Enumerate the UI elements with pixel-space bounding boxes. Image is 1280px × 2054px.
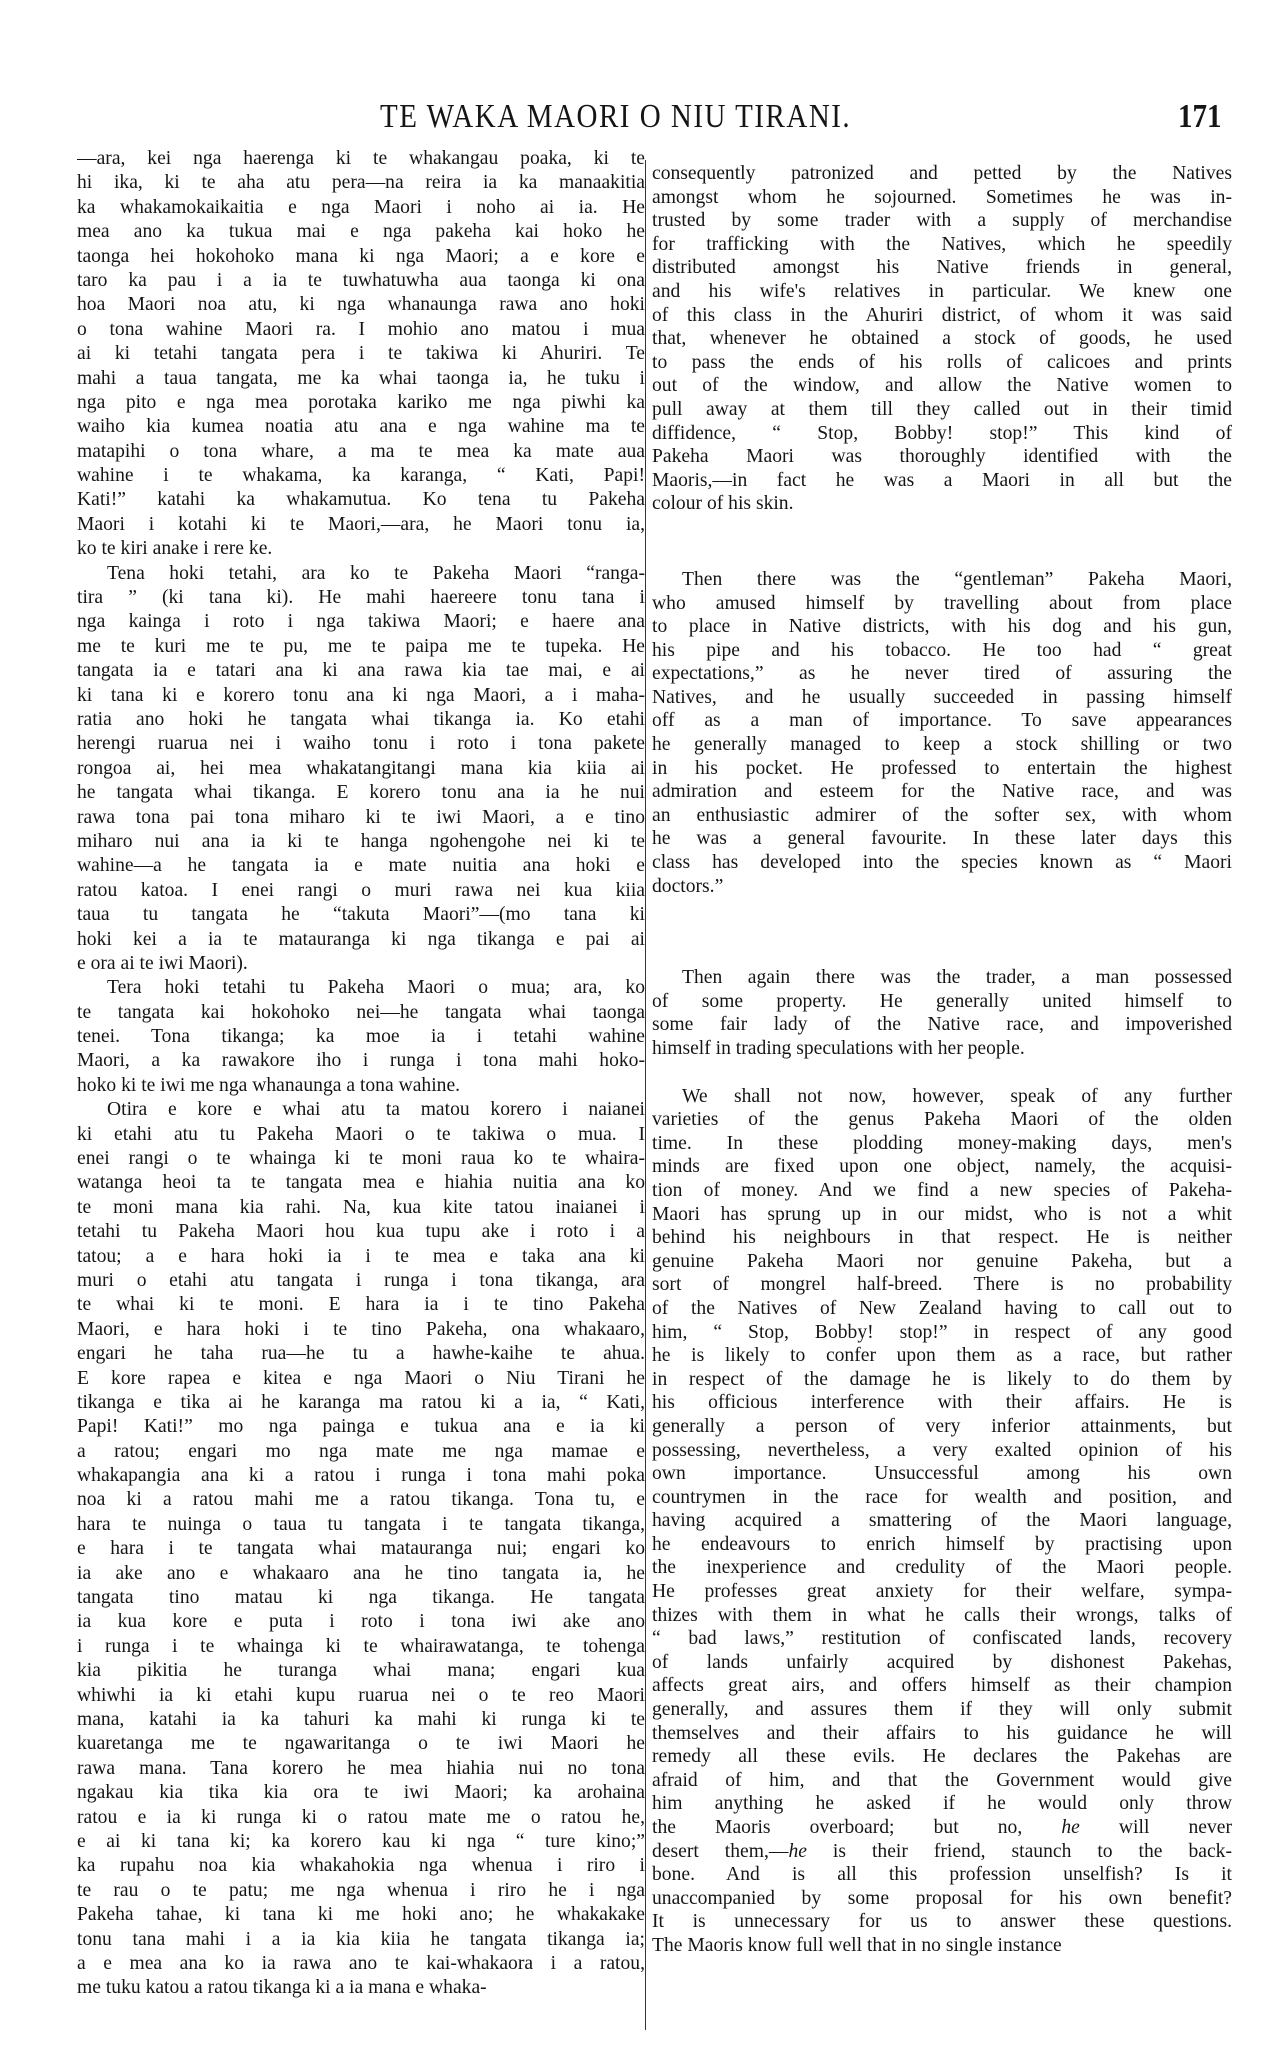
english-text-column — [652, 162, 1232, 1958]
text-line: an enthusiastic admirer of the softer sex, with whom — [652, 804, 1232, 826]
text-line: he is likely to confer upon them as a race, but rather — [652, 1345, 1232, 1367]
text-line: behind his neighbours in that respect. He is neither — [652, 1227, 1232, 1249]
paragraph — [77, 976, 645, 1098]
text-line: pull away at them till they called out in their timid — [652, 398, 1232, 420]
text-line: to pass the ends of his rolls of calicoes and prints — [652, 351, 1232, 373]
text-line: affects great airs, and offers himself as their champion — [652, 1675, 1232, 1697]
text-line: to place in Native districts, with his dog and his gun, — [652, 616, 1232, 638]
text-line: ki etahi atu tu Pakeha Maori o te takiwa o mua. I — [77, 1123, 645, 1145]
text-line: generally a person of very inferior attainments, but — [652, 1415, 1232, 1437]
page-number: 171 — [1178, 98, 1222, 135]
text-line: mea ano ka tukua mai e nga pakeha kai hoko he — [77, 221, 645, 243]
text-line: out of the window, and allow the Native women to — [652, 375, 1232, 397]
text-line: rongoa ai, hei mea whakatangitangi mana kia kiia ai — [77, 757, 645, 779]
paragraph — [652, 162, 1232, 516]
text-line: ratou katoa. I enei rangi o muri rawa nei kua kiia — [77, 879, 645, 901]
text-line: Maori, e hara hoki i te tino Pakeha, ona whakaaro, — [77, 1318, 645, 1340]
text-line: matapihi o tona whare, a ma te mea ka mate aua — [77, 440, 645, 462]
text-line: wahine i te whakama, ka karanga, “ Kati, Papi! — [77, 465, 645, 487]
text-line: he generally managed to keep a stock shilling or two — [652, 734, 1232, 756]
text-line: him anything he asked if he would only throw — [652, 1793, 1232, 1815]
text-line: ko te kiri anake i rere ke. — [77, 538, 273, 560]
text-line: remedy all these evils. He declares the Pakehas are — [652, 1746, 1232, 1768]
text-line: tikanga e tika ai he karanga ma ratou ki a ia, “ Kati, — [77, 1391, 645, 1413]
paragraph — [77, 1098, 645, 2000]
text-line: tatou; a e hara hoki ia i te mea e taka ana ki — [77, 1245, 645, 1267]
text-line: e hara i te tangata whai matauranga nui; engari ko — [77, 1538, 645, 1560]
text-line: kia pikitia he turanga whai mana; engari kua — [77, 1660, 645, 1682]
paragraph — [652, 568, 1232, 898]
text-line: “ bad laws,” restitution of confiscated lands, recovery — [652, 1628, 1232, 1650]
text-line: tenei. Tona tikanga; ka moe ia i tetahi wahine — [77, 1026, 645, 1048]
text-line: enei rangi o te whainga ki te moni raua ko te whaira- — [77, 1148, 645, 1170]
text-line: kuaretanga me te ngawaritanga o te iwi Maori he — [77, 1733, 645, 1755]
text-line: the inexperience and credulity of the Maori people. — [652, 1557, 1232, 1579]
text-line: countrymen in the race for wealth and position, and — [652, 1486, 1232, 1508]
text-line: e ora ai te iwi Maori). — [77, 952, 248, 974]
text-line: doctors.” — [652, 875, 724, 897]
text-line: genuine Pakeha Maori nor genuine Pakeha, but a — [652, 1250, 1232, 1272]
text-line: Maori, a ka rawakore iho i runga i tona mahi hoko- — [77, 1050, 645, 1072]
paragraph — [77, 147, 645, 562]
masthead — [0, 98, 1280, 138]
paragraph — [652, 966, 1232, 1060]
text-line: Maori has sprung up in our midst, who is not a whit — [652, 1203, 1232, 1225]
text-line: We shall not now, however, speak of any further — [682, 1085, 1232, 1107]
text-line: hoki kei a ia te matauranga ki nga tikanga e pai ai — [77, 928, 645, 950]
text-line: minds are fixed upon one object, namely, the acquisi- — [652, 1156, 1232, 1178]
text-line: hara te nuinga o taua tu tangata i te tangata tikanga, — [77, 1513, 645, 1535]
text-line: engari he taha rua—he tu a hawhe-kaihe te ahua. — [77, 1343, 645, 1365]
text-line: the Maoris overboard; but no, he will never — [652, 1817, 1232, 1838]
text-line: Then there was the “gentleman” Pakeha Maori, — [682, 568, 1232, 590]
text-line: amongst whom he sojourned. Sometimes he was in- — [652, 186, 1232, 208]
text-line: Tera hoki tetahi tu Pakeha Maori o mua; ara, ko — [107, 977, 645, 999]
text-line: Maoris,—in fact he was a Maori in all but the — [652, 469, 1232, 491]
text-line: Tena hoki tetahi, ara ko te Pakeha Maori “ranga- — [107, 562, 645, 584]
text-line: te tangata kai hokohoko nei—he tangata whai taonga — [77, 1001, 645, 1023]
publication-title: TE WAKA MAORI O NIU TIRANI. — [380, 98, 852, 135]
text-line: ka rupahu noa kia whakahokia nga whenua i riro i — [77, 1855, 645, 1877]
text-line: hi ika, ki te aha atu pera—na reira ia ka manaakitia — [77, 172, 645, 194]
text-line: hoa Maori noa atu, ki nga whanaunga rawa ano hoki — [77, 294, 645, 316]
column-divider — [645, 160, 646, 2030]
text-line: Papi! Kati!” mo nga painga e tukua ana e ia ki — [77, 1416, 645, 1438]
text-line: colour of his skin. — [652, 493, 794, 515]
text-line: generally, and assures them if they will only submit — [652, 1699, 1232, 1721]
text-line: afraid of him, and that the Government would give — [652, 1769, 1232, 1791]
text-line: in respect of the damage he is likely to do them by — [652, 1368, 1232, 1390]
text-line: The Maoris know full well that in no single instance — [652, 1934, 1062, 1956]
text-line: diffidence, “ Stop, Bobby! stop!” This kind of — [652, 422, 1232, 444]
text-line: te rau o te patu; me nga whenua i riro he i nga — [77, 1879, 645, 1901]
text-line: rawa mana. Tana korero he mea hiahia nui no tona — [77, 1757, 645, 1779]
text-line: mahi a taua tangata, me ka whai taonga ia, he tuku i — [77, 367, 645, 389]
text-line: in his pocket. He professed to entertain the highest — [652, 757, 1232, 779]
paragraph — [652, 1085, 1232, 1958]
text-line: hoko ki te iwi me nga whanaunga a tona wahine. — [77, 1074, 461, 1096]
text-line: Pakeha Maori was thoroughly identified with the — [652, 446, 1232, 468]
text-line: Kati!” katahi ka whakamutua. Ko tena tu Pakeha — [77, 489, 645, 511]
text-line: him, “ Stop, Bobby! stop!” in respect of any good — [652, 1321, 1232, 1343]
text-line: taro ka pau i a ia te tuwhatuwha aua taonga ki ona — [77, 269, 645, 291]
text-line: thizes with them in what he calls their wrongs, talks of — [652, 1604, 1232, 1626]
text-line: a e mea ana ko ia rawa ano te kai-whakaora i a ratou, — [77, 1952, 645, 1974]
text-line: off as a man of importance. To save appearances — [652, 710, 1232, 732]
text-line: ka whakamokaikaitia e nga Maori i noho ai ia. He — [77, 196, 645, 218]
text-line: for trafficking with the Natives, which he speedily — [652, 233, 1232, 255]
text-line: of this class in the Ahuriri district, of whom it was said — [652, 304, 1232, 326]
text-line: o tona wahine Maori ra. I mohio ano matou i mua — [77, 318, 645, 340]
text-line: that, whenever he obtained a stock of goods, he used — [652, 328, 1232, 350]
text-line: a ratou; engari mo nga mate me nga mamae e — [77, 1440, 645, 1462]
text-line: tion of money. And we find a new species of Pakeha- — [652, 1179, 1232, 1201]
text-line: possessing, nevertheless, a very exalted opinion of his — [652, 1439, 1232, 1461]
text-line: of the Natives of New Zealand having to call out to — [652, 1297, 1232, 1319]
paragraph — [77, 562, 645, 977]
text-line: admiration and esteem for the Native race, and was — [652, 781, 1232, 803]
text-line: themselves and their affairs to his guidance he will — [652, 1722, 1232, 1744]
text-line: Then again there was the trader, a man possessed — [682, 967, 1232, 989]
text-line: e ai ki tana ki; ka korero kau ki nga “ ture kino;” — [77, 1830, 645, 1852]
text-line: sort of mongrel half-breed. There is no probability — [652, 1274, 1232, 1296]
text-line: unaccompanied by some proposal for his own benefit? — [652, 1887, 1232, 1909]
text-line: ngakau kia tika kia ora te iwi Maori; ka arohaina — [77, 1782, 645, 1804]
text-line: bone. And is all this profession unselfish? Is it — [652, 1864, 1232, 1886]
text-line: tangata ia e tatari ana ki ana rawa kia tae mai, e ai — [77, 660, 645, 682]
text-line: ki tana ki e korero tonu ana ki nga Maori, a i maha- — [77, 684, 645, 706]
text-line: me te kuri me te pu, me te paipa me te tupeka. He — [77, 635, 645, 657]
text-line: and his wife's relatives in particular. We knew one — [652, 280, 1232, 302]
text-line: own importance. Unsuccessful among his own — [652, 1463, 1232, 1485]
text-line: i runga i te whainga ki te whairawatanga, te tohenga — [77, 1635, 645, 1657]
text-line: watanga heoi ta te tangata mea e hiahia nuitia ana ko — [77, 1172, 645, 1194]
text-line: Otira e kore e whai atu ta matou korero i naianei — [107, 1099, 645, 1121]
text-line: trusted by some trader with a supply of merchandise — [652, 210, 1232, 232]
text-line: himself in trading speculations with her people. — [652, 1038, 1025, 1059]
text-line: nga kainga i roto i nga takiwa Maori; e haere ana — [77, 611, 645, 633]
text-line: nga pito e nga mea porotaka kariko me nga piwhi ka — [77, 391, 645, 413]
text-line: mana, katahi ia ka tahuri ka mahi ki runga ki te — [77, 1709, 645, 1730]
text-line: —ara, kei nga haerenga ki te whakangau poaka, ki te — [77, 148, 645, 169]
text-line: whiwhi ia ki etahi kupu ruarua nei o te reo Maori — [77, 1684, 645, 1706]
text-line: Maori i kotahi ki te Maori,—ara, he Maori tonu ia, — [77, 513, 645, 535]
text-line: his pipe and his tobacco. He too had “ great — [652, 639, 1232, 661]
text-line: who amused himself by travelling about from place — [652, 592, 1232, 614]
text-line: ia ake ano e whakaaro ana he tino tangata ia, he — [77, 1562, 645, 1584]
text-line: ratia ano hoki he tangata whai tikanga ia. Ko etahi — [77, 708, 645, 730]
text-line: wahine—a he tangata ia e mate nuitia ana hoki e — [77, 855, 645, 877]
text-line: his officious interference with their affairs. He is — [652, 1392, 1232, 1414]
text-line: It is unnecessary for us to answer these questions. — [652, 1911, 1232, 1933]
text-line: muri o etahi atu tangata i runga i tona tikanga, ara — [77, 1269, 645, 1291]
text-line: E kore rapea e kitea e nga Maori o Niu Tirani he — [77, 1367, 645, 1389]
text-line: time. In these plodding money-making days, men's — [652, 1132, 1232, 1154]
text-line: He professes great anxiety for their welfare, sympa- — [652, 1581, 1232, 1603]
text-line: whakapangia ana ki a ratou i runga i tona mahi poka — [77, 1465, 645, 1487]
text-line: of lands unfairly acquired by dishonest Pakehas, — [652, 1651, 1232, 1673]
text-line: noa ki a ratou mahi me a ratou tikanga. Tona tu, e — [77, 1489, 645, 1511]
text-line: taua tu tangata he “takuta Maori”—(mo tana ki — [77, 904, 645, 926]
maori-text-column — [77, 147, 645, 2001]
text-line: te whai ki te moni. E hara ia i te tino Pakeha — [77, 1294, 645, 1316]
text-line: class has developed into the species known as “ Maori — [652, 852, 1232, 874]
text-line: desert them,—he is their friend, staunch to the back- — [652, 1840, 1232, 1862]
text-line: he endeavours to enrich himself by practising upon — [652, 1533, 1232, 1555]
text-line: tonu tana mahi i a ia kia kiia he tangata tikanga ia; — [77, 1928, 645, 1950]
text-line: Pakeha tahae, ki tana ki me hoki ano; he whakakake — [77, 1904, 645, 1926]
text-line: he tangata whai tikanga. E korero tonu ana ia he nui — [77, 782, 645, 804]
text-line: he was a general favourite. In these later days this — [652, 828, 1232, 850]
text-line: Natives, and he usually succeeded in passing himself — [652, 686, 1232, 708]
text-line: waiho kia kumea noatia atu ana e nga wahine ma te — [77, 416, 645, 438]
text-line: tetahi tu Pakeha Maori hou kua tupu ake i roto i a — [77, 1221, 645, 1243]
text-line: ratou e ia ki runga ki o ratou mate me o ratou he, — [77, 1806, 645, 1828]
text-line: consequently patronized and petted by the Natives — [652, 163, 1232, 184]
text-line: ia kua kore e puta i roto i tona iwi ake ano — [77, 1611, 645, 1633]
text-line: expectations,” as he never tired of assuring the — [652, 663, 1232, 685]
text-line: taonga hei hokohoko mana ki nga Maori; a e kore e — [77, 245, 645, 267]
text-line: tira ” (ki tana ki). He mahi haereere tonu tana i — [77, 587, 645, 609]
text-line: some fair lady of the Native race, and impoverished — [652, 1014, 1232, 1036]
text-line: miharo nui ana ia ki te hanga ngohengohe nei ki te — [77, 830, 645, 852]
text-line: te moni mana kia rahi. Na, kua kite tatou inaianei i — [77, 1196, 645, 1218]
text-line: having acquired a smattering of the Maori language, — [652, 1510, 1232, 1532]
text-line: tangata tino matau ki nga tikanga. He tangata — [77, 1587, 645, 1609]
text-line: me tuku katou a ratou tikanga ki a ia mana e whaka- — [77, 1977, 487, 1999]
text-line: ai ki tetahi tangata pera i te takiwa ki Ahuriri. Te — [77, 343, 645, 365]
text-line: rawa tona pai tona miharo ki te iwi Maori, a e tino — [77, 806, 645, 828]
text-line: herengi ruarua nei i waiho tonu i roto i tona pakete — [77, 733, 645, 755]
text-line: varieties of the genus Pakeha Maori of the olden — [652, 1109, 1232, 1131]
text-line: distributed amongst his Native friends in general, — [652, 257, 1232, 279]
text-line: of some property. He generally united himself to — [652, 990, 1232, 1012]
